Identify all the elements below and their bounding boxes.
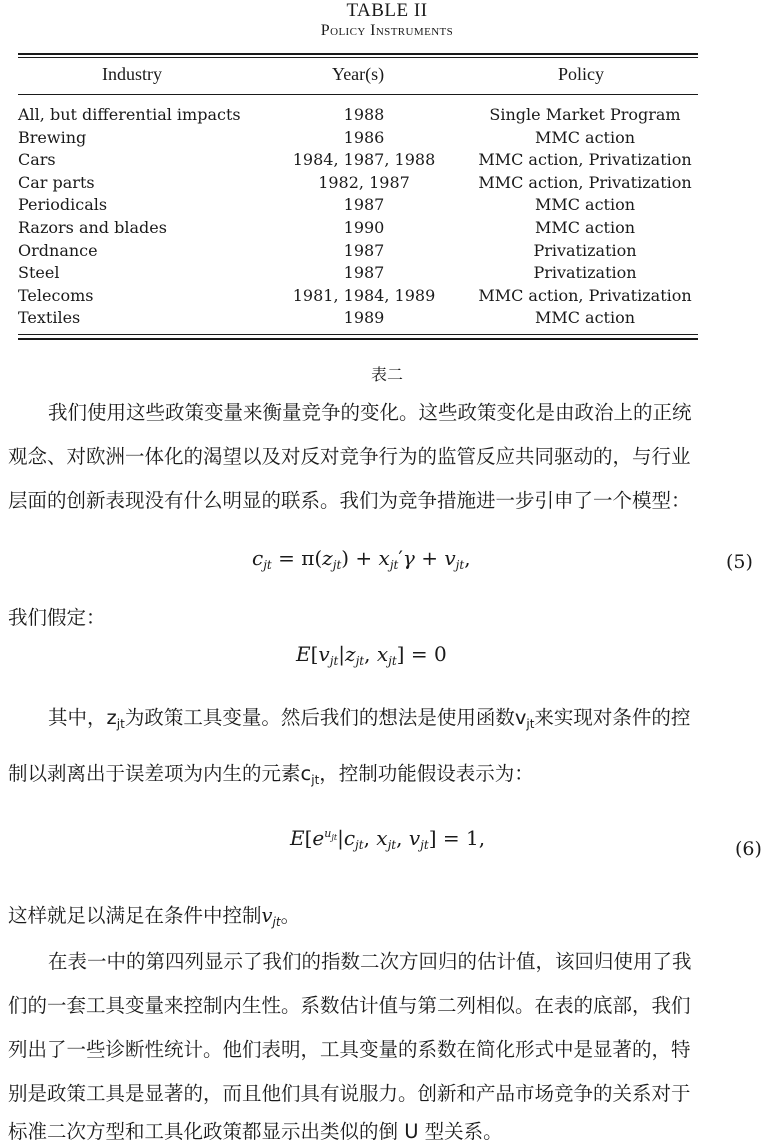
table-bottom-rule — [18, 338, 698, 340]
paragraph-2-line-1: 其中，$z_{jt}$为政策工具变量。然后我们的想法是使用函数$v_{jt}$来实现对条件的控 — [48, 706, 691, 731]
table-subtitle: Policy Instruments — [320, 22, 454, 39]
table-top-rule — [18, 53, 698, 55]
paragraph-3: 这样就足以满足在条件中控制$v_{jt}$。 — [8, 904, 301, 929]
cell-industry: Car parts — [18, 172, 95, 192]
paragraph-4-line-1: 在表一中的第四列显示了我们的指数二次方回归的估计值，该回归使用了我 — [48, 950, 692, 973]
paragraph-4-line-4: 别是政策工具是显著的，而且他们具有说服力。创新和产品市场竞争的关系对于 — [8, 1082, 691, 1105]
cell-policy: MMC action — [534, 217, 636, 237]
paragraph-1-line-3: 层面的创新表现没有什么明显的联系。我们为竞争措施进一步引申了一个模型： — [8, 489, 691, 512]
table-row — [18, 262, 698, 285]
paragraph-1-line-2: 观念、对欧洲一体化的渴望以及对反对竞争行为的监管反应共同驱动的，与行业 — [8, 445, 691, 468]
cell-policy: Privatization — [533, 240, 637, 260]
cell-industry: Brewing — [18, 127, 87, 147]
table-row — [18, 127, 698, 150]
cell-years: 1981, 1984, 1989 — [292, 285, 436, 305]
cell-years: 1987 — [343, 195, 385, 215]
table-row — [18, 194, 698, 217]
table-row — [18, 104, 698, 127]
table-bottom-rule-inner — [18, 334, 698, 335]
table-header-row — [18, 64, 698, 90]
equation-5: $c_{jt} = \pi(z_{jt}) + x_{jt}'\gamma + v_{jt}$, — [252, 546, 471, 572]
table-row — [18, 149, 698, 172]
cell-policy: Single Market Program — [489, 105, 681, 124]
table-title: TABLE II — [346, 0, 428, 21]
cell-policy: Privatization — [533, 263, 637, 283]
cell-industry: Steel — [18, 263, 60, 283]
cell-industry: Textiles — [18, 308, 81, 328]
cell-industry: All, but differential impacts — [18, 105, 241, 124]
cell-years: 1986 — [343, 127, 385, 147]
paragraph-2-line-2: 制以剥离出于误差项为内生的元素$c_{jt}$，控制功能假设表示为： — [8, 762, 534, 787]
paragraph-4-line-5: 标准二次方型和工具化政策都显示出类似的倒 U 型关系。 — [8, 1120, 503, 1143]
table-row — [18, 307, 698, 330]
paragraph-1-line-1: 我们使用这些政策变量来衡量竞争的变化。这些政策变化是由政治上的正统 — [48, 401, 692, 424]
cell-industry: Periodicals — [18, 195, 108, 215]
cell-industry: Razors and blades — [18, 217, 167, 237]
cell-years: 1990 — [343, 217, 385, 237]
cell-policy: MMC action — [534, 308, 636, 328]
cell-years: 1988 — [343, 105, 385, 124]
table-top-rule-inner — [18, 57, 698, 58]
assumption-text: 我们假定： — [8, 606, 106, 629]
header-industry: Industry — [102, 64, 162, 84]
cell-industry: Cars — [18, 150, 56, 170]
table-row — [18, 217, 698, 240]
cell-policy: MMC action, Privatization — [478, 285, 692, 305]
header-years: Year(s) — [332, 64, 385, 84]
cell-policy: MMC action — [534, 195, 636, 215]
cell-years: 1989 — [343, 308, 385, 328]
equation-conditional-expectation: $E[v_{jt}|z_{jt}$, $x_{jt}] = 0$ — [296, 642, 447, 668]
cell-years: 1982, 1987 — [318, 172, 410, 192]
cell-policy: MMC action, Privatization — [478, 172, 692, 192]
equation-5-number: (5) — [726, 551, 753, 573]
table-caption: 表二 — [370, 365, 403, 384]
cell-policy: MMC action — [534, 127, 636, 147]
table-row — [18, 285, 698, 308]
cell-years: 1987 — [343, 263, 385, 283]
paragraph-4-line-2: 们的一套工具变量来控制内生性。系数估计值与第二列相似。在表的底部，我们 — [8, 994, 691, 1017]
header-policy: Policy — [558, 64, 605, 84]
cell-industry: Ordnance — [18, 240, 98, 260]
cell-policy: MMC action, Privatization — [478, 150, 692, 170]
cell-industry: Telecoms — [18, 285, 94, 305]
header-rule — [18, 94, 698, 95]
cell-years: 1984, 1987, 1988 — [292, 150, 436, 170]
table-row — [18, 240, 698, 263]
paragraph-4-line-3: 列出了一些诊断性统计。他们表明，工具变量的系数在简化形式中是显著的，特 — [8, 1038, 691, 1061]
equation-6-number: (6) — [735, 838, 762, 860]
cell-years: 1987 — [343, 240, 385, 260]
table-row — [18, 172, 698, 195]
equation-6: $E[e^{u_{jt}}|c_{jt}$, $x_{jt}$, $v_{jt}] = 1$, — [290, 826, 486, 852]
table-body — [18, 104, 698, 330]
